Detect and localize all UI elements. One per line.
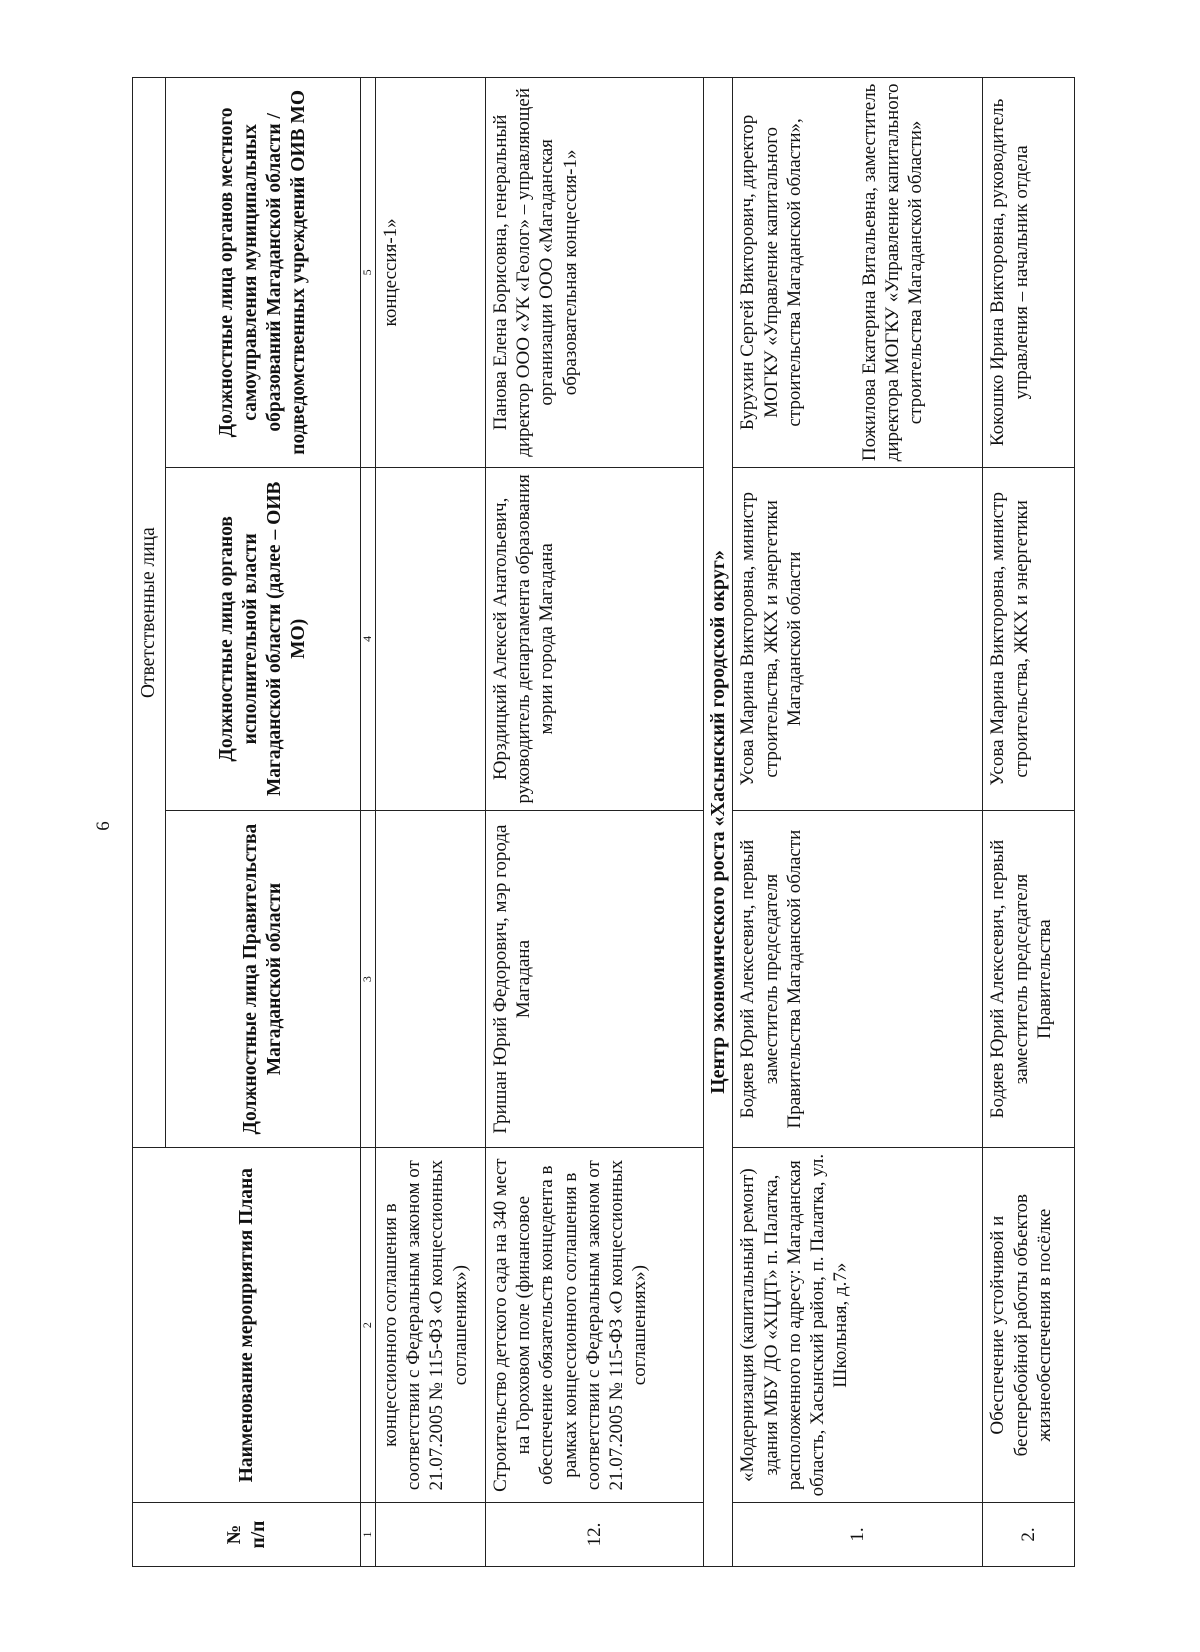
header-row-1	[133, 78, 166, 1567]
column-number: 1	[361, 1503, 376, 1567]
row-activity-name: «Модернизация (капитальный ремонт) здания МБУ ДО «ХЦДТ» п. Палатка, расположенного по адресу: Магаданская область, Хасынский район, п. Палатка, ул. Школьная, д.7»	[733, 1148, 983, 1503]
mun-official-deputy: Пожилова Екатерина Витальевна, заместитель директора МОГКУ «Управление капитального строительства Магаданской области»	[858, 83, 927, 462]
row-gov-official	[376, 810, 486, 1147]
mun-official-director: Бурухин Сергей Викторович, директор МОГКУ «Управление капитального строительства Магаданской области»,	[737, 114, 805, 431]
row-activity-name: Обеспечение устойчивой и бесперебойной работы объектов жизнеобеспечения в посёлке	[983, 1148, 1075, 1503]
column-number-row	[361, 78, 376, 1567]
header-num: № п/п	[133, 1503, 361, 1567]
row-activity-name: концессионного соглашения в соответствии с Федеральным законом от 21.07.2005 № 115-ФЗ «О концессионных соглашениях»)	[376, 1148, 486, 1503]
responsible-persons-table	[132, 77, 1075, 1567]
row-number: 12.	[486, 1503, 704, 1567]
column-number: 3	[361, 810, 376, 1147]
row-activity-name: Строительство детского сада на 340 мест на Гороховом поле (финансовое обеспечение обязательств концедента в рамках концессионного соглашения в соответствии с Федеральным законом от 21.07.2005 № 115-ФЗ «О концессионных соглашениях»)	[486, 1148, 704, 1503]
table-row	[486, 78, 704, 1567]
cell-spacer	[806, 83, 858, 462]
header-responsible-group: Ответственные лица	[133, 78, 166, 1148]
column-number: 2	[361, 1148, 376, 1503]
row-number: 2.	[983, 1503, 1075, 1567]
row-oiv-official: Юрздицкий Алексей Анатольевич, руководитель департамента образования мэрии города Магадана	[486, 467, 704, 810]
landscape-table-container	[132, 77, 1122, 1567]
header-mun: Должностные лица органов местного самоуправления муниципальных образований Магаданской области / подведомственных учреждений ОИВ МО	[166, 78, 361, 468]
row-mun-official	[733, 78, 983, 468]
row-number: 1.	[733, 1503, 983, 1567]
header-gov: Должностные лица Правительства Магаданской области	[166, 810, 361, 1147]
table-row	[983, 78, 1075, 1567]
table-row	[733, 78, 983, 1567]
row-gov-official: Гришан Юрий Федорович, мэр города Магадана	[486, 810, 704, 1147]
row-gov-official: Бодяев Юрий Алексеевич, первый заместитель председателя Правительства Магаданской области	[733, 810, 983, 1147]
row-gov-official: Бодяев Юрий Алексеевич, первый заместитель председателя Правительства	[983, 810, 1075, 1147]
row-mun-official: концессия-1»	[376, 78, 486, 468]
row-oiv-official	[376, 467, 486, 810]
section-row	[704, 78, 733, 1567]
column-number: 4	[361, 467, 376, 810]
header-oiv: Должностные лица органов исполнительной власти Магаданской области (далее – ОИВ МО)	[166, 467, 361, 810]
table-row	[376, 78, 486, 1567]
column-number: 5	[361, 78, 376, 468]
page-number: 6	[93, 821, 114, 831]
section-title: Центр экономического роста «Хасынский городской округ»	[704, 78, 733, 1567]
row-mun-official: Кокошко Ирина Викторовна, руководитель управления – начальник отдела	[983, 78, 1075, 468]
row-oiv-official: Усова Марина Викторовна, министр строительства, ЖКХ и энергетики Магаданской области	[733, 467, 983, 810]
row-mun-official: Панова Елена Борисовна, генеральный директор ООО «УК «Геолог» – управляющей организации ООО «Магаданская образовательная концессия-1»	[486, 78, 704, 468]
row-oiv-official: Усова Марина Викторовна, министр строительства, ЖКХ и энергетики	[983, 467, 1075, 810]
row-number	[376, 1503, 486, 1567]
header-name: Наименование мероприятия Плана	[133, 1148, 361, 1503]
